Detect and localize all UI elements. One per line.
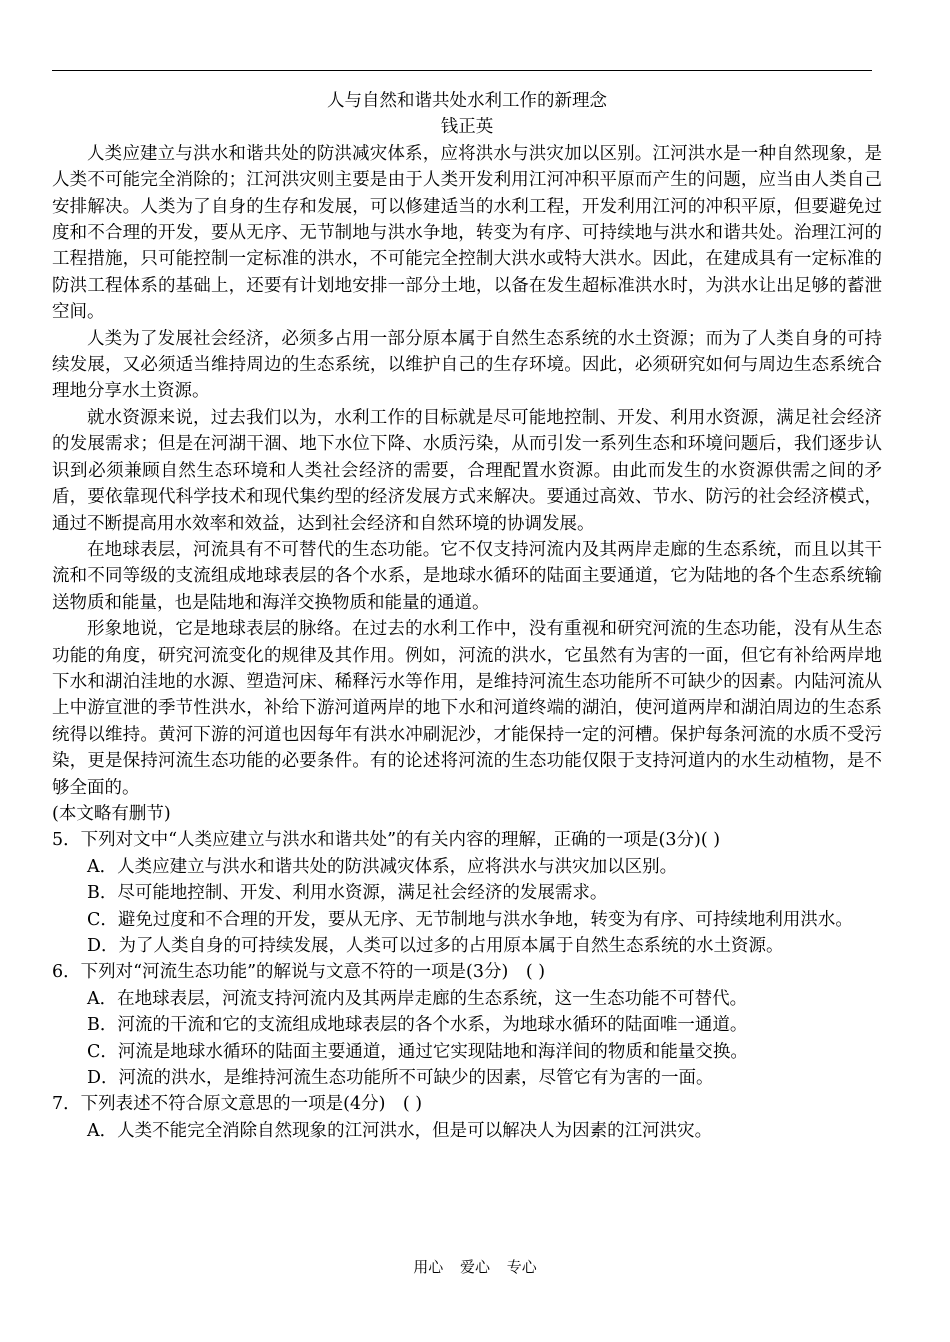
question-6-option-d: D．河流的洪水，是维持河流生态功能所不可缺少的因素，尽管它有为害的一面。 [87,1068,714,1089]
footer-motto: 专心 [506,1258,537,1276]
article-paragraph: 形象地说，它是地球表层的脉络。在过去的水利工作中，没有重视和研究河流的生态功能，没有从生态功能的角度，研究河流变化的规律及其作用。例如，河流的洪水，它虽然有为害的一面，但它有补给两岸地下水和湖泊洼地的水源、塑造河床、稀释污水等作用，是维持河流生态功能所不可缺少的因素。内陆河流从上中游宣泄的季节性洪水，补给下游河道两岸的地下水和河道终端的湖泊，使河道两岸和湖泊周边的生态系统得以维持。黄河下游的河道也因每年有洪水冲刷泥沙，才能保持一定的河槽。保护每条河流的水质不受污染，更是保持河流生态功能的必要条件。有的论述将河流的生态功能仅限于支持河道内的水生动植物，是不够全面的。 [52,619,882,798]
question-5-option-b: B．尽可能地控制、开发、利用水资源，满足社会经济的发展需求。 [87,883,608,904]
question-stem-5: 5．下列对文中“人类应建立与洪水和谐共处”的有关内容的理解，正确的一项是(3分)( ) [52,830,721,851]
page-footer [0,1256,950,1277]
question-stem-7: 7．下列表述不符合原文意思的一项是(4分) ( ) [52,1094,423,1115]
question-5-option-a: A．人类应建立与洪水和谐共处的防洪减灾体系，应将洪水与洪灾加以区别。 [87,856,678,877]
footer-motto: 用心 [413,1258,444,1276]
footer-motto: 爱心 [459,1258,490,1276]
document-body [52,88,882,1144]
question-stem-6: 6．下列对“河流生态功能”的解说与文意不符的一项是(3分) ( ) [52,962,546,983]
article-paragraph: 就水资源来说，过去我们以为，水利工作的目标就是尽可能地控制、开发、利用水资源，满足社会经济的发展需求；但是在河湖干涸、地下水位下降、水质污染，从而引发一系列生态和环境问题后，我们逐步认识到必须兼顾自然生态环境和人类社会经济的需要，合理配置水资源。由此而发生的水资源供需之间的矛盾，要依靠现代科学技术和现代集约型的经济发展方式来解决。要通过高效、节水、防污的社会经济模式，通过不断提高用水效率和效益，达到社会经济和自然环境的协调发展。 [52,407,882,534]
question-7-option-a: A．人类不能完全消除自然现象的江河洪水，但是可以解决人为因素的江河洪灾。 [87,1120,713,1141]
question-6-option-b: B．河流的干流和它的支流组成地球表层的各个水系，为地球水循环的陆面唯一通道。 [87,1015,748,1036]
question-5-option-d: D．为了人类自身的可持续发展，人类可以过多的占用原本属于自然生态系统的水土资源。 [87,936,784,956]
article-author: 钱正英 [440,117,494,138]
question-6-option-a: A．在地球表层，河流支持河流内及其两岸走廊的生态系统，这一生态功能不可替代。 [87,988,748,1009]
article-title: 人与自然和谐共处水利工作的新理念 [327,91,607,111]
abridged-note: (本文略有删节) [52,803,171,824]
question-6-option-c: C．河流是地球水循环的陆面主要通道，通过它实现陆地和海洋间的物质和能量交换。 [87,1041,748,1062]
article-paragraph: 在地球表层，河流具有不可替代的生态功能。它不仅支持河流内及其两岸走廊的生态系统，而且以其干流和不同等级的支流组成地球表层的各个水系，是地球水循环的陆面主要通道，它为陆地的各个生态系统输送物质和能量，也是陆地和海洋交换物质和能量的通道。 [52,539,882,613]
article-paragraph: 人类为了发展社会经济，必须多占用一部分原本属于自然生态系统的水土资源；而为了人类自身的可持续发展，又必须适当维持周边的生态系统，以维护自己的生存环境。因此，必须研究如何与周边生态系统合理地分享水土资源。 [52,328,882,402]
header-rule [52,70,872,71]
article-paragraph: 人类应建立与洪水和谐共处的防洪减灾体系，应将洪水与洪灾加以区别。江河洪水是一种自然现象，是人类不可能完全消除的；江河洪灾则主要是由于人类开发利用江河冲积平原而产生的问题，应当由人类自己安排解决。人类为了自身的生存和发展，可以修建适当的水利工程，开发利用江河的冲积平原，但要避免过度和不合理的开发，要从无序、无节制地与洪水争地，转变为有序、可持续地与洪水和谐共处。治理江河的工程措施，只可能控制一定标准的洪水，不可能完全控制大洪水或特大洪水。因此，在建成具有一定标准的防洪工程体系的基础上，还要有计划地安排一部分土地，以备在发生超标准洪水时，为洪水让出足够的蓄泄空间。 [52,143,882,323]
question-5-option-c: C．避免过度和不合理的开发，要从无序、无节制地与洪水争地，转变为有序、可持续地利用洪水。 [87,909,853,930]
